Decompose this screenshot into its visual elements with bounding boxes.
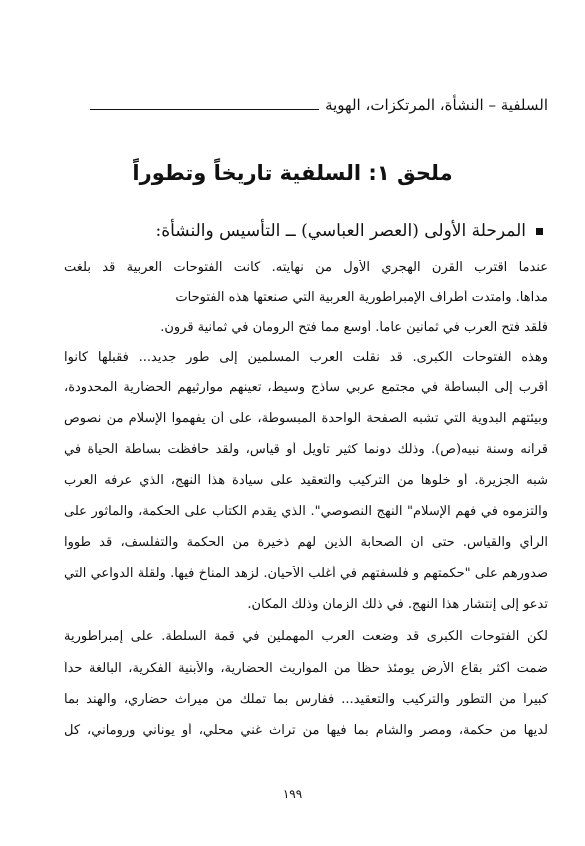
text-line: وهذه الفتوحات الكبرى. قد نقلت العرب المسلمين إلى طور جديد... فقبلها كانوا [64,350,548,365]
text-line: لكن الفتوحات الكبرى قد وضعت العرب المهملين في قمة السلطة. على إمبراطورية [64,629,548,644]
text-line: شبه الجزيرة. أو خلوها من التركيب والتعقيد على سيادة هذا النهج، الذي عرفه العرب [64,473,548,488]
page-number: ١٩٩ [282,787,303,801]
running-header-title: السلفية – النشأة، المرتكزات، الهوية [325,96,548,114]
text-line: عندما اقترب القرن الهجري الأول من نهايته. كانت الفتوحات العربية قد بلغت [64,260,548,275]
text-line: لديها من حكمة، ومصر والشام بما فيها من تراث غني محلي، أو يوناني وروماني، كل [64,723,548,738]
text-line: تدعو إلى إنتشار هذا النهج. في ذلك الزمان وذلك المكان. [247,597,548,612]
text-line: الرأي والقياس. حتى ان الصحابة الذين لهم ذخيرة من الحكمة والتفلسف، قد طووا [64,535,548,550]
text-line: ضمت أكثر بقاع الأرض يومئذ حظاً من المواريث الحضارية، والأبنية الفكرية، البالغة حداً [64,661,548,676]
text-line: قرآنه وسنة نبيه(ص). وذلك دونما كثير تأويل أو قياس، ولقد حافظت بساطة الحياة في [64,442,548,457]
section-heading [43,218,543,244]
text-line: أقرب إلى البساطة في مجتمع عربي ساذج وسيط، تعينهم موارثيهم الحضارية المحدودة، [64,380,548,395]
text-line: كبيراً من التطور والتركيب والتعقيد... ففارس بما تملك من ميراث حضاري، والهند بما [64,692,548,707]
section-heading-text: المرحلة الأولى (العصر العباسي) ــ التأسيس والنشأة: [155,221,526,241]
text-line: والتزموه في فهم الإسلام" النهج النصوصي". الذي يقدم الكتاب على الحكمة، والمأثور على [64,504,548,519]
header-rule [90,109,319,110]
square-bullet-icon [536,228,543,235]
appendix-title: ملحق ١: السلفية تاريخاً وتطوراً [132,161,453,185]
text-line: فلقد فتح العرب في ثمانين عاماً. أوسع مما فتح الرومان في ثمانية قرون. [160,320,548,335]
running-header [90,84,548,114]
text-line: صدورهم على "حكمتهم و فلسفتهم في أغلب الأحيان. لزهد المناخ فيها. ولقلة الدواعي التي [64,566,548,581]
text-line: مداها. وامتدت أطراف الإمبراطورية العربية التي صنعتها هذه الفتوحات [175,290,548,305]
text-line: وبيئتهم البدوية التي تشبه الصفحة الواحدة المبسوطة، على أن يفهموا الإسلام من نصوص [64,411,548,426]
